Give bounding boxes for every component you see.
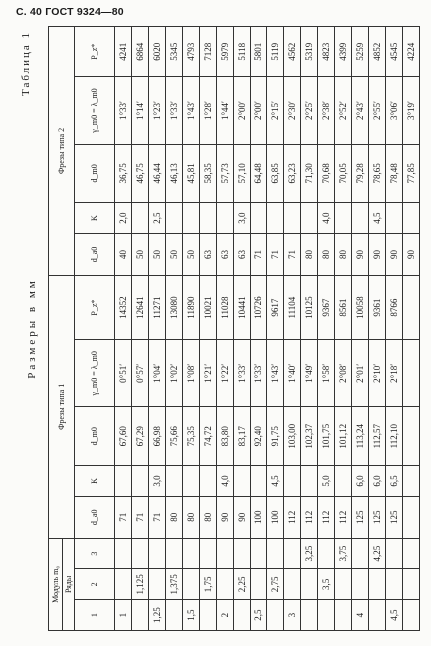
table-cell-r1: 3 [284, 600, 301, 631]
table-cell-r1: 4 [352, 600, 369, 631]
table-cell-t2-Pz: 4224 [402, 27, 419, 77]
table-cell-t2-K [182, 203, 199, 234]
table-cell-t1-K: 6,0 [369, 466, 386, 497]
table-cell-t2-gamma: 1°23′ [148, 77, 165, 144]
table-cell-t2-gamma: 2°55′ [369, 77, 386, 144]
table-cell-t1-K [402, 466, 419, 497]
table-cell-t1-da0 [402, 496, 419, 538]
table-cell-t1-gamma: 2°01′ [352, 340, 369, 407]
table-cell-t2-Pz: 6864 [131, 27, 148, 77]
table-cell-t2-dm0: 64,48 [250, 144, 267, 203]
table-row [335, 27, 352, 631]
table-cell-r2 [284, 569, 301, 600]
table-cell-t2-da0: 90 [386, 234, 403, 276]
table-cell-t1-da0: 90 [233, 496, 250, 538]
table-cell-r2: 2,25 [233, 569, 250, 600]
col-gamma-1: γ_m0 = λ_m0 [75, 340, 115, 407]
table-cell-r1 [267, 600, 284, 631]
table-cell-r2 [301, 569, 318, 600]
table-cell-t1-Pz: 12641 [131, 275, 148, 339]
table-cell-r1 [131, 600, 148, 631]
table-cell-t2-gamma: 2°43′ [352, 77, 369, 144]
table-cell-t2-K [402, 203, 419, 234]
table-cell-t2-Pz: 6020 [148, 27, 165, 77]
table-cell-t2-gamma: 2°15′ [267, 77, 284, 144]
table-cell-t2-dm0: 70,68 [318, 144, 335, 203]
table-cell-t2-gamma: 3°19′ [402, 77, 419, 144]
table-cell-t2-K [165, 203, 182, 234]
table-cell-r2: 3,5 [318, 569, 335, 600]
table-cell-t2-dm0: 79,28 [352, 144, 369, 203]
table-cell-t1-gamma: 1°49′ [301, 340, 318, 407]
table-cell-t2-dm0: 71,30 [301, 144, 318, 203]
table-cell-t1-Pz: 9361 [369, 275, 386, 339]
table-cell-t2-Pz: 5118 [233, 27, 250, 77]
table-cell-r3: 3,25 [301, 538, 318, 569]
table-cell-t2-da0: 40 [115, 234, 132, 276]
table-cell-t2-Pz: 5259 [352, 27, 369, 77]
table-cell-t2-da0: 80 [301, 234, 318, 276]
table-cell-t1-dm0: 101,75 [318, 407, 335, 466]
table-cell-t2-da0: 63 [199, 234, 216, 276]
table-cell-t1-Pz: 10441 [233, 275, 250, 339]
table-cell-r2 [386, 569, 403, 600]
table-cell-r1: 2,5 [250, 600, 267, 631]
table-cell-t1-K: 5,0 [318, 466, 335, 497]
table-cell-t1-Pz: 10125 [301, 275, 318, 339]
table-row [165, 27, 182, 631]
table-cell-t2-dm0: 63,85 [267, 144, 284, 203]
table-cell-t2-dm0: 36,75 [115, 144, 132, 203]
table-cell-t2-K [131, 203, 148, 234]
table-row [131, 27, 148, 631]
table-cell-t1-Pz: 10726 [250, 275, 267, 339]
table-cell-r3: 4,25 [369, 538, 386, 569]
table-cell-t1-dm0: 101,12 [335, 407, 352, 466]
table-cell-t2-da0: 63 [216, 234, 233, 276]
cutters-type2-header: Фрезы типа 2 [49, 27, 75, 276]
table-cell-t2-da0: 63 [233, 234, 250, 276]
table-cell-t2-gamma: 2°25′ [301, 77, 318, 144]
table-cell-t1-Pz: 11028 [216, 275, 233, 339]
col-da0-1: d_a0 [75, 496, 115, 538]
table-row [318, 27, 335, 631]
table-cell-t1-gamma: 1°21′ [199, 340, 216, 407]
table-cell-r2 [115, 569, 132, 600]
table-cell-t1-gamma: 1°43′ [267, 340, 284, 407]
table-cell-r2 [250, 569, 267, 600]
table-cell-r1: 1 [115, 600, 132, 631]
table-cell-r1 [402, 600, 419, 631]
table-cell-r2 [216, 569, 233, 600]
table-cell-r2 [182, 569, 199, 600]
table-cell-t2-da0: 50 [131, 234, 148, 276]
table-cell-t1-K [250, 466, 267, 497]
table-cell-r1: 1,25 [148, 600, 165, 631]
table-cell-t2-K [199, 203, 216, 234]
table-row [182, 27, 199, 631]
table-cell-t1-gamma: 1°40′ [284, 340, 301, 407]
table-cell-t1-K [131, 466, 148, 497]
table-cell-t2-dm0: 78,65 [369, 144, 386, 203]
table-row [267, 27, 284, 631]
table-cell-t2-K [284, 203, 301, 234]
table-cell-t1-dm0 [402, 407, 419, 466]
table-cell-t2-K: 2,5 [148, 203, 165, 234]
table-cell-t2-da0: 71 [250, 234, 267, 276]
table-row [216, 27, 233, 631]
table-cell-r2 [335, 569, 352, 600]
table-cell-t1-dm0: 67,29 [131, 407, 148, 466]
rows-header: Ряды [63, 538, 75, 630]
table-row [250, 27, 267, 631]
table-cell-t1-gamma: 1°02′ [165, 340, 182, 407]
col-dm0-1: d_m0 [75, 407, 115, 466]
table-cell-t1-gamma: 2°08′ [335, 340, 352, 407]
table-cell-r1 [318, 600, 335, 631]
table-cell-t2-K [267, 203, 284, 234]
dimensions-table [48, 26, 420, 631]
table-cell-t2-gamma: 2°52′ [335, 77, 352, 144]
table-cell-t1-da0: 112 [335, 496, 352, 538]
table-cell-t1-K [199, 466, 216, 497]
table-cell-t2-Pz: 4793 [182, 27, 199, 77]
col-Pz-1: P_z* [75, 275, 115, 339]
table-cell-t1-da0: 80 [199, 496, 216, 538]
table-cell-r3 [402, 538, 419, 569]
table-cell-t2-dm0: 78,48 [386, 144, 403, 203]
table-cell-t1-Pz [402, 275, 419, 339]
table-cell-t2-K [216, 203, 233, 234]
table-cell-t2-K: 4,0 [318, 203, 335, 234]
table-cell-t1-K: 6,5 [386, 466, 403, 497]
table-cell-t2-dm0: 46,75 [131, 144, 148, 203]
table-cell-t2-dm0: 63,23 [284, 144, 301, 203]
table-cell-t2-da0: 50 [182, 234, 199, 276]
table-cell-t2-gamma: 2°00′ [233, 77, 250, 144]
table-cell-t2-Pz: 5345 [165, 27, 182, 77]
table-cell-r1: 2 [216, 600, 233, 631]
table-cell-r1: 1,5 [182, 600, 199, 631]
table-cell-t1-K: 4,0 [216, 466, 233, 497]
table-cell-r1 [369, 600, 386, 631]
table-cell-t2-K [250, 203, 267, 234]
col-dm0-2: d_m0 [75, 144, 115, 203]
table-cell-t1-dm0: 75,35 [182, 407, 199, 466]
table-cell-t1-Pz: 10058 [352, 275, 369, 339]
table-cell-r2 [352, 569, 369, 600]
table-cell-t2-K: 3,0 [233, 203, 250, 234]
table-row [352, 27, 369, 631]
table-cell-t1-gamma: 1°08′ [182, 340, 199, 407]
table-cell-t2-da0: 90 [402, 234, 419, 276]
table-row [284, 27, 301, 631]
table-cell-t1-dm0: 83,80 [216, 407, 233, 466]
table-cell-t1-Pz: 8561 [335, 275, 352, 339]
table-cell-t2-da0: 90 [369, 234, 386, 276]
table-cell-t2-gamma: 1°44′ [216, 77, 233, 144]
table-cell-t2-da0: 90 [352, 234, 369, 276]
table-title: Размеры в мм [26, 278, 38, 379]
table-cell-r2: 1,375 [165, 569, 182, 600]
table-cell-t1-K: 3,0 [148, 466, 165, 497]
table-cell-t1-gamma: 0°57′ [131, 340, 148, 407]
table-cell-t2-gamma: 3°06′ [386, 77, 403, 144]
table-cell-t2-dm0: 46,44 [148, 144, 165, 203]
table-cell-t2-gamma: 1°28′ [199, 77, 216, 144]
table-cell-r3 [352, 538, 369, 569]
table-cell-r3: 3,75 [335, 538, 352, 569]
table-cell-t2-gamma: 1°33′ [115, 77, 132, 144]
table-cell-t2-gamma: 1°43′ [182, 77, 199, 144]
table-cell-r3 [216, 538, 233, 569]
row-number-3: 3 [75, 538, 115, 569]
table-cell-t1-dm0: 66,98 [148, 407, 165, 466]
table-cell-t1-Pz: 14352 [115, 275, 132, 339]
table-cell-t2-da0: 50 [165, 234, 182, 276]
table-cell-t2-K [352, 203, 369, 234]
table-cell-t2-dm0: 70,05 [335, 144, 352, 203]
table-cell-r3 [250, 538, 267, 569]
table-cell-t1-dm0: 113,24 [352, 407, 369, 466]
table-cell-r3 [284, 538, 301, 569]
table-cell-t1-dm0: 74,72 [199, 407, 216, 466]
cutters-type1-header: Фрезы типа 1 [49, 275, 75, 538]
col-da0-2: d_a0 [75, 234, 115, 276]
table-row [369, 27, 386, 631]
table-cell-t1-K [335, 466, 352, 497]
table-cell-t2-dm0: 46,13 [165, 144, 182, 203]
table-cell-t2-K [335, 203, 352, 234]
col-Pz-2: P_z* [75, 27, 115, 77]
table-cell-r3 [182, 538, 199, 569]
table-cell-t1-Pz: 11271 [148, 275, 165, 339]
table-row [148, 27, 165, 631]
table-cell-t1-gamma: 1°33′ [233, 340, 250, 407]
table-cell-t2-K [301, 203, 318, 234]
table-cell-r3 [386, 538, 403, 569]
table-cell-t1-gamma: 1°33′ [250, 340, 267, 407]
table-caption: Таблица 1 [20, 30, 32, 96]
table-cell-t2-K [386, 203, 403, 234]
table-cell-t2-Pz: 4562 [284, 27, 301, 77]
table-cell-r1 [199, 600, 216, 631]
table-cell-t2-Pz: 4823 [318, 27, 335, 77]
table-cell-t1-gamma: 1°22′ [216, 340, 233, 407]
table-cell-t1-K: 6,0 [352, 466, 369, 497]
table-cell-t2-gamma: 2°38′ [318, 77, 335, 144]
table-cell-t1-da0: 112 [301, 496, 318, 538]
table-cell-t1-da0: 125 [369, 496, 386, 538]
table-cell-r2 [148, 569, 165, 600]
rotated-table-area [14, 26, 422, 631]
table-cell-t1-dm0: 83,17 [233, 407, 250, 466]
table-cell-t2-Pz: 7128 [199, 27, 216, 77]
table-cell-t2-gamma: 1°33′ [165, 77, 182, 144]
table-cell-r1 [233, 600, 250, 631]
table-cell-t2-dm0: 57,73 [216, 144, 233, 203]
col-K-2: K [75, 203, 115, 234]
table-cell-t1-Pz: 9367 [318, 275, 335, 339]
table-cell-r3 [233, 538, 250, 569]
table-cell-t1-da0: 100 [250, 496, 267, 538]
table-cell-t1-dm0: 75,66 [165, 407, 182, 466]
table-cell-t1-da0: 112 [318, 496, 335, 538]
table-cell-r2 [402, 569, 419, 600]
row-number-1: 1 [75, 600, 115, 631]
table-cell-t1-da0: 71 [131, 496, 148, 538]
table-cell-t1-Pz: 11104 [284, 275, 301, 339]
table-cell-t2-Pz: 5801 [250, 27, 267, 77]
table-cell-t1-da0: 80 [165, 496, 182, 538]
table-cell-r2 [369, 569, 386, 600]
table-cell-t1-gamma: 1°04′ [148, 340, 165, 407]
table-cell-t2-Pz: 4545 [386, 27, 403, 77]
table-cell-t1-da0: 90 [216, 496, 233, 538]
table-cell-t1-K [115, 466, 132, 497]
table-row [115, 27, 132, 631]
table-cell-t1-gamma: 2°18′ [386, 340, 403, 407]
table-cell-t1-dm0: 102,37 [301, 407, 318, 466]
table-cell-t1-gamma: 0°51′ [115, 340, 132, 407]
table-cell-r3 [199, 538, 216, 569]
page-header: С. 40 ГОСТ 9324—80 [16, 6, 124, 18]
table-cell-t1-da0: 80 [182, 496, 199, 538]
table-cell-t1-dm0: 103,00 [284, 407, 301, 466]
col-K-1: K [75, 466, 115, 497]
table-cell-t1-da0: 125 [352, 496, 369, 538]
table-cell-t1-K [165, 466, 182, 497]
table-cell-t1-Pz: 8766 [386, 275, 403, 339]
table-cell-t2-da0: 80 [318, 234, 335, 276]
table-row [199, 27, 216, 631]
table-cell-t2-Pz: 4852 [369, 27, 386, 77]
table-cell-t1-gamma: 2°10′ [369, 340, 386, 407]
table-cell-r3 [148, 538, 165, 569]
table-cell-r3 [318, 538, 335, 569]
table-cell-t2-Pz: 5119 [267, 27, 284, 77]
table-cell-t1-K [301, 466, 318, 497]
table-cell-r1 [165, 600, 182, 631]
table-cell-t1-K [284, 466, 301, 497]
table-cell-t2-Pz: 4241 [115, 27, 132, 77]
table-row [301, 27, 318, 631]
table-cell-r1 [335, 600, 352, 631]
table-row [402, 27, 419, 631]
table-cell-t1-Pz: 9617 [267, 275, 284, 339]
table-cell-t2-dm0: 77,85 [402, 144, 419, 203]
module-header: Модуль m₀ [49, 538, 63, 630]
table-cell-t2-K: 2,0 [115, 203, 132, 234]
table-row [233, 27, 250, 631]
table-cell-t1-dm0: 112,57 [369, 407, 386, 466]
table-cell-t2-Pz: 5319 [301, 27, 318, 77]
table-cell-t1-dm0: 112,10 [386, 407, 403, 466]
table-cell-t2-K: 4,5 [369, 203, 386, 234]
table-cell-t1-Pz: 13080 [165, 275, 182, 339]
table-cell-r2: 1,75 [199, 569, 216, 600]
table-cell-t1-K [182, 466, 199, 497]
table-cell-t1-dm0: 91,75 [267, 407, 284, 466]
table-cell-t1-Pz: 11890 [182, 275, 199, 339]
table-cell-t2-dm0: 57,10 [233, 144, 250, 203]
table-cell-r2: 1,125 [131, 569, 148, 600]
table-cell-t1-Pz: 10021 [199, 275, 216, 339]
table-cell-t2-Pz: 4399 [335, 27, 352, 77]
table-cell-t1-gamma [402, 340, 419, 407]
table-cell-t1-gamma: 1°58′ [318, 340, 335, 407]
table-cell-r3 [131, 538, 148, 569]
table-body [115, 27, 420, 631]
table-row [386, 27, 403, 631]
table-cell-t1-dm0: 67,60 [115, 407, 132, 466]
table-cell-t2-dm0: 58,35 [199, 144, 216, 203]
table-cell-t2-da0: 71 [267, 234, 284, 276]
table-cell-t1-da0: 125 [386, 496, 403, 538]
table-cell-r3 [165, 538, 182, 569]
table-cell-t2-da0: 50 [148, 234, 165, 276]
table-cell-t2-gamma: 2°00′ [250, 77, 267, 144]
table-cell-t1-da0: 71 [115, 496, 132, 538]
table-cell-r2: 2,75 [267, 569, 284, 600]
table-cell-r3 [115, 538, 132, 569]
row-number-2: 2 [75, 569, 115, 600]
table-cell-t2-gamma: 2°30′ [284, 77, 301, 144]
table-cell-t1-da0: 112 [284, 496, 301, 538]
table-cell-t1-da0: 100 [267, 496, 284, 538]
table-cell-r1 [301, 600, 318, 631]
table-cell-t2-da0: 71 [284, 234, 301, 276]
col-gamma-2: γ_m0 = λ_m0 [75, 77, 115, 144]
table-cell-r1: 4,5 [386, 600, 403, 631]
table-cell-t1-dm0: 92,40 [250, 407, 267, 466]
table-cell-t1-K: 4,5 [267, 466, 284, 497]
table-cell-t2-dm0: 45,81 [182, 144, 199, 203]
table-cell-t1-K [233, 466, 250, 497]
table-cell-t2-gamma: 1°14′ [131, 77, 148, 144]
table-cell-t2-da0: 80 [335, 234, 352, 276]
table-cell-t1-da0: 71 [148, 496, 165, 538]
table-cell-t2-Pz: 5979 [216, 27, 233, 77]
table-cell-r3 [267, 538, 284, 569]
